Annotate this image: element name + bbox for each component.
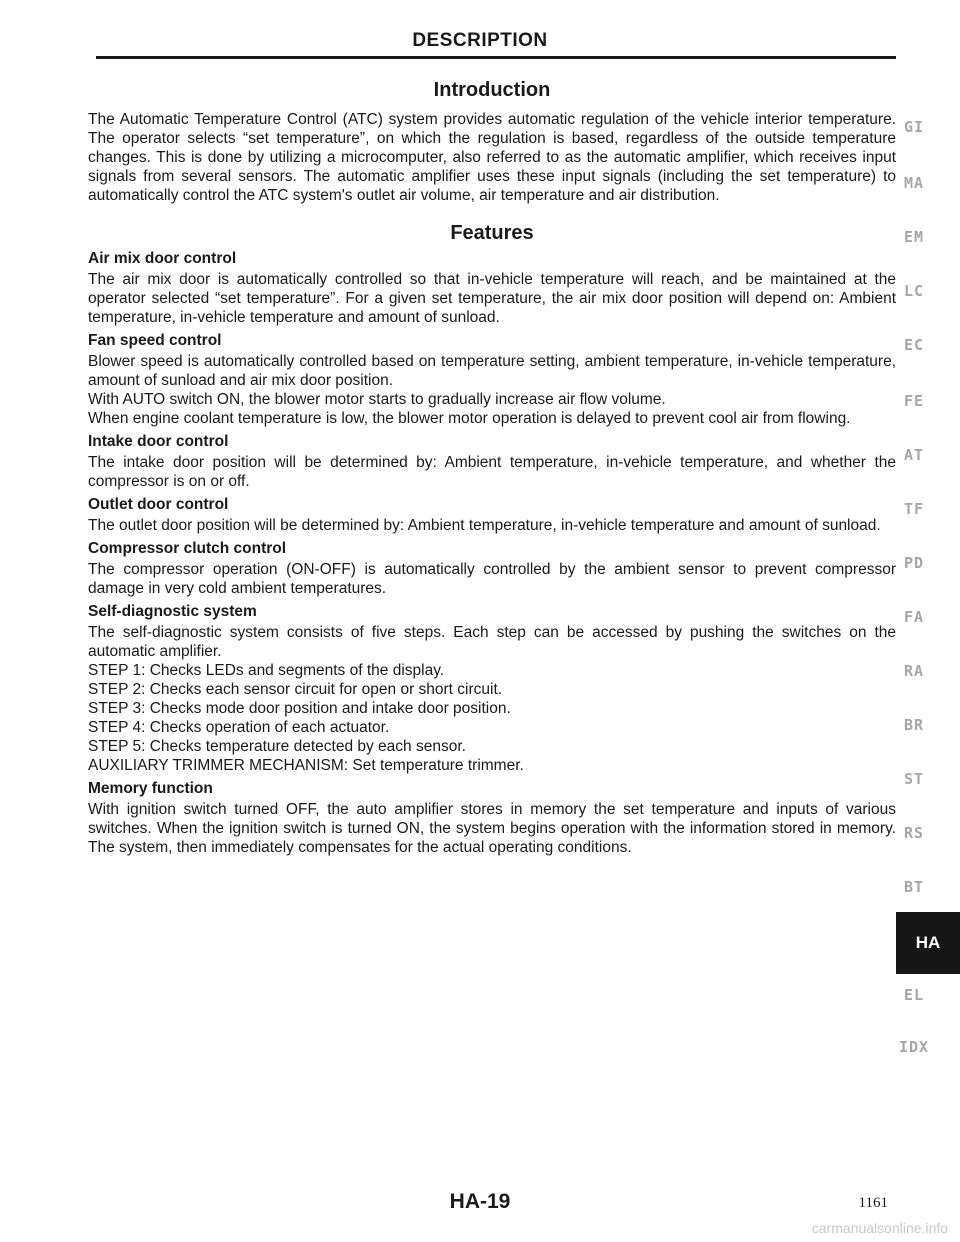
fan-speed-text-2: With AUTO switch ON, the blower motor starts to gradually increase air flow volume. [88,391,666,408]
memory-text: With ignition switch turned OFF, the auto amplifier stores in memory the set temperature and inputs of various switches. When the ignition switch is turned ON, the system begins operation with the information stored in memory. The system, then immediately compensates for the actual operating conditions. [88,801,896,856]
tab-ma[interactable]: MA [903,174,925,192]
main-content [88,78,896,861]
tab-at[interactable]: AT [903,446,925,464]
fan-speed-heading: Fan speed control [88,332,222,349]
features-title: Features [450,222,534,244]
watermark-text: carmanualsonline.info [811,1220,948,1236]
tab-ha-active[interactable]: HA [896,912,960,974]
tab-ec[interactable]: EC [903,336,925,354]
tab-st[interactable]: ST [903,770,925,788]
diagnostic-step-4: STEP 4: Checks operation of each actuator. [88,719,390,736]
compressor-heading: Compressor clutch control [88,540,287,557]
self-diagnostic-heading: Self-diagnostic system [88,603,257,620]
memory-heading: Memory function [88,780,213,797]
diagnostic-step-3: STEP 3: Checks mode door position and intake door position. [88,700,511,717]
auxiliary-trimmer-text: AUXILIARY TRIMMER MECHANISM: Set temperature trimmer. [88,757,524,774]
introduction-title: Introduction [433,79,551,101]
tab-gi[interactable]: GI [903,118,925,136]
tab-tf[interactable]: TF [903,500,925,518]
page-number: 1161 [858,1195,888,1211]
introduction-text: The Automatic Temperature Control (ATC) system provides automatic regulation of the vehicle interior temperature. The operator selects “set temperature”, on which the regulation is based, regardless of the outside temperature changes. This is done by utilizing a microcomputer, also referred to as the automatic amplifier, which receives input signals from several sensors. The automatic amplifier uses these input signals (including the set temperature) to automatically control the ATC system's outlet air volume, air temperature and air distribution. [88,111,896,204]
page-code: HA-19 [449,1190,511,1213]
tab-fe[interactable]: FE [903,392,925,410]
air-mix-text: The air mix door is automatically controlled so that in-vehicle temperature will reach, and be maintained at the operator selected “set temperature”. For a given set temperature, the air mix door position will depend on: Ambient temperature, in-vehicle temperature and amount of sunload. [88,271,896,326]
diagnostic-step-2: STEP 2: Checks each sensor circuit for open or short circuit. [88,681,503,698]
tab-pd[interactable]: PD [903,554,925,572]
tab-bt[interactable]: BT [903,878,925,896]
outlet-heading: Outlet door control [88,496,229,513]
tab-idx[interactable]: IDX [898,1038,930,1056]
tab-em[interactable]: EM [903,228,925,246]
intake-heading: Intake door control [88,433,229,450]
fan-speed-text-1: Blower speed is automatically controlled based on temperature setting, ambient temperature, in-vehicle temperature, amount of sunload and air mix door position. [88,353,896,389]
fan-speed-text-3: When engine coolant temperature is low, the blower motor operation is delayed to prevent cool air from flowing. [88,410,851,427]
diagnostic-step-5: STEP 5: Checks temperature detected by each sensor. [88,738,466,755]
tab-fa[interactable]: FA [903,608,925,626]
self-diagnostic-text: The self-diagnostic system consists of five steps. Each step can be accessed by pushing the switches on the automatic amplifier. [88,624,896,660]
intake-text: The intake door position will be determined by: Ambient temperature, in-vehicle temperature, and whether the compressor is on or off. [88,454,896,490]
air-mix-heading: Air mix door control [88,250,237,267]
compressor-text: The compressor operation (ON-OFF) is automatically controlled by the ambient sensor to prevent compressor damage in very cold ambient temperatures. [88,561,896,597]
page-title: DESCRIPTION [412,30,548,51]
tab-lc[interactable]: LC [903,282,925,300]
outlet-text: The outlet door position will be determined by: Ambient temperature, in-vehicle temperature and amount of sunload. [88,517,881,534]
tab-br[interactable]: BR [903,716,925,734]
header-divider [96,56,896,59]
diagnostic-step-1: STEP 1: Checks LEDs and segments of the display. [88,662,445,679]
tab-ra[interactable]: RA [903,662,925,680]
tab-el[interactable]: EL [903,986,925,1004]
tab-rs[interactable]: RS [903,824,925,842]
